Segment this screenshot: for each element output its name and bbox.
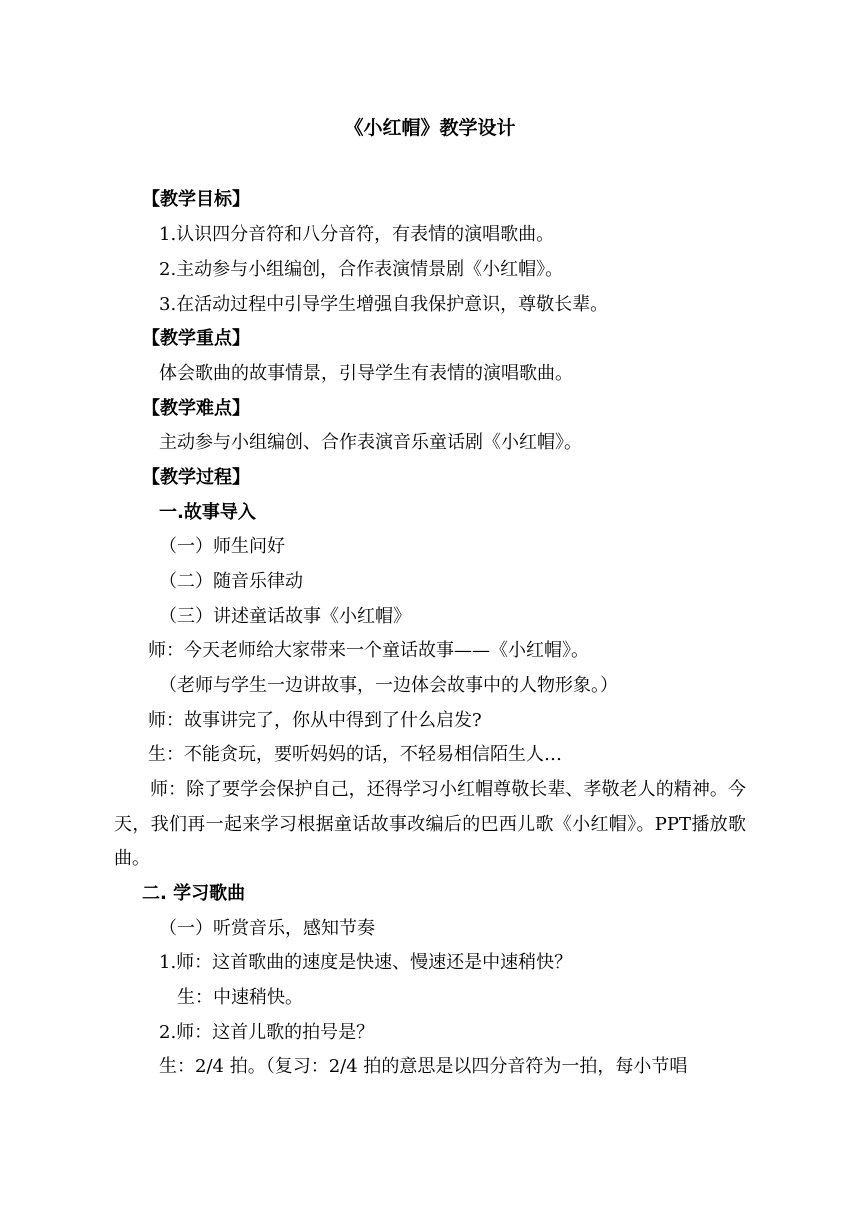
dialogue-paragraph: 师：除了要学会保护自己，还得学习小红帽尊敬长辈、孝敬老人的精神。今天，我们再一起来学习根据童话故事改编后的巴西儿歌《小红帽》。PPT播放歌曲。 bbox=[114, 779, 746, 870]
dialogue-line: 师：今天老师给大家带来一个童话故事——《小红帽》。 bbox=[148, 640, 589, 661]
dialogue-line: （老师与学生一边讲故事，一边体会故事中的人物形象。） bbox=[159, 675, 618, 696]
section2-subheading: （一）听赏音乐，感知节奏 bbox=[159, 918, 375, 939]
section1-item: （三）讲述童话故事《小红帽》 bbox=[159, 606, 411, 627]
section1-item: （一）师生问好 bbox=[159, 536, 285, 557]
answer-line: 生：2/4 拍。（复习：2/4 拍的意思是以四分音符为一拍，每小节唱 bbox=[159, 1056, 688, 1077]
key-point-text: 体会歌曲的故事情景，引导学生有表情的演唱歌曲。 bbox=[159, 363, 573, 384]
goal-item: 3.在活动过程中引导学生增强自我保护意识，尊敬长辈。 bbox=[159, 294, 609, 315]
section2-heading: 二. 学习歌曲 bbox=[142, 883, 246, 904]
section1-item: （二）随音乐律动 bbox=[159, 571, 303, 592]
dialogue-line: 师：故事讲完了，你从中得到了什么启发? bbox=[148, 710, 482, 731]
difficulty-text: 主动参与小组编创、合作表演音乐童话剧《小红帽》。 bbox=[159, 432, 582, 453]
answer-line: 生：中速稍快。 bbox=[177, 987, 303, 1008]
document-title: 《小红帽》教学设计 bbox=[344, 117, 516, 139]
dialogue-line: 生：不能贪玩，要听妈妈的话，不轻易相信陌生人… bbox=[148, 744, 562, 765]
difficulty-heading: 【教学难点】 bbox=[142, 398, 250, 419]
key-point-heading: 【教学重点】 bbox=[142, 328, 250, 349]
process-heading: 【教学过程】 bbox=[142, 467, 250, 488]
goal-item: 2.主动参与小组编创，合作表演情景剧《小红帽》。 bbox=[159, 259, 564, 280]
section1-heading: 一.故事导入 bbox=[159, 502, 256, 523]
goals-heading: 【教学目标】 bbox=[142, 189, 250, 210]
goal-item: 1.认识四分音符和八分音符，有表情的演唱歌曲。 bbox=[159, 224, 555, 245]
question-line: 2.师：这首儿歌的拍号是？ bbox=[159, 1022, 375, 1043]
question-line: 1.师：这首歌曲的速度是快速、慢速还是中速稍快？ bbox=[159, 952, 573, 973]
